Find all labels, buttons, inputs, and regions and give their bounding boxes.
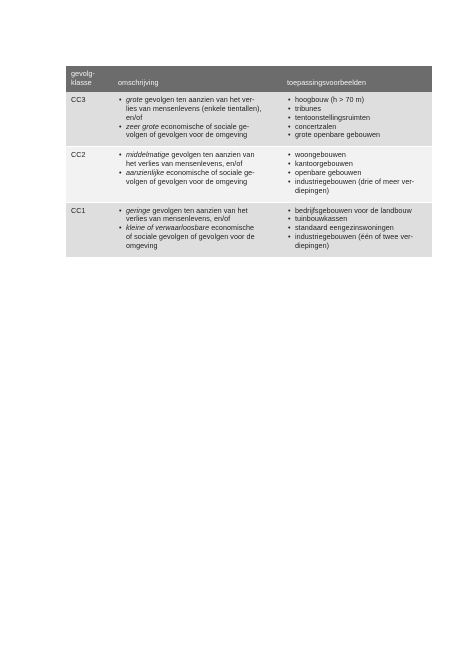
list-item: • tribunes [288, 103, 321, 113]
list-item: • grote openbare gebouwen [288, 130, 381, 140]
item-text: gevolgen ten aanzien van [169, 150, 255, 160]
item-text: standaard eengezinswoningen [295, 223, 394, 233]
item-text: woongebouwen [295, 150, 346, 160]
klasse-cc2: CC2 [71, 150, 86, 160]
list-item: • tentoonstellingsruimten [288, 112, 371, 122]
emphasis-text: geringe [126, 205, 151, 215]
item-text: omgeving [126, 241, 158, 251]
item-text: tuinbouwkassen [295, 214, 348, 224]
voorbeelden-cc1 [283, 207, 432, 251]
list-item: • industriegebouwen (één of twee ver- diepingen) [288, 232, 414, 251]
list-item: • middelmatige gevolgen ten aanzien van het verlies van mensenlevens, en/of [119, 150, 255, 169]
header-gevolgklasse [66, 70, 114, 92]
gevolgklasse-table [66, 66, 432, 257]
table-row-cc1 [66, 203, 432, 257]
omschrijving-cc1 [114, 207, 283, 251]
list-item: • bedrijfsgebouwen voor de landbouw [288, 205, 412, 215]
item-text: diepingen) [295, 241, 330, 251]
item-text: openbare gebouwen [295, 168, 362, 178]
header-gevolgklasse-line-1: gevolg- [71, 69, 95, 79]
klasse-cc1: CC1 [71, 205, 86, 215]
header-toepassingsvoorbeelden: toepassingsvoorbeelden [287, 78, 367, 88]
item-text: tribunes [295, 103, 321, 113]
item-text: lies van mensenlevens (enkele tientallen), [126, 103, 262, 113]
list-item: • concertzalen [288, 121, 337, 131]
list-item: • hoogbouw (h > 70 m) [288, 95, 365, 104]
table-row-cc2 [66, 147, 432, 201]
item-text: grote openbare gebouwen [295, 130, 381, 140]
item-text: economische [209, 223, 255, 233]
item-text: economische of sociale ge- [164, 168, 255, 178]
item-text: industriegebouwen (één of twee ver- [295, 232, 414, 242]
list-item: • kantoorgebouwen [288, 159, 353, 169]
item-text: gevolgen ten aanzien van het ver- [142, 95, 255, 104]
klasse-cc3: CC3 [71, 95, 86, 104]
emphasis-text: zeer grote [126, 121, 159, 131]
omschrijving-cc3 [114, 96, 283, 140]
list-item: • tuinbouwkassen [288, 214, 348, 224]
emphasis-text: aanzienlijke [126, 168, 165, 178]
list-item: • geringe gevolgen ten aanzien van het verlies van mensenlevens, en/of [119, 205, 248, 224]
emphasis-text: grote [126, 95, 143, 104]
item-text: volgen of gevolgen voor de omgeving [126, 130, 248, 140]
header-omschrijving: omschrijving [118, 78, 159, 88]
item-text: verlies van mensenlevens, en/of [126, 214, 231, 224]
item-text: hoogbouw (h > 70 m) [295, 95, 365, 104]
voorbeelden-cc2 [283, 151, 432, 195]
list-item: • grote gevolgen ten aanzien van het ver- lies van mensenlevens (enkele tientallen), en/of [119, 95, 262, 122]
item-text: kantoorgebouwen [295, 159, 353, 169]
item-text: industriegebouwen (drie of meer ver- [295, 176, 415, 186]
item-text: of sociale gevolgen of gevolgen voor de [126, 232, 255, 242]
item-text: en/of [126, 112, 143, 122]
item-text: economische of sociale ge- [158, 121, 250, 131]
list-item: • standaard eengezinswoningen [288, 223, 394, 233]
item-text: gevolgen ten aanzien van het [150, 205, 248, 215]
item-text: concertzalen [295, 121, 337, 131]
emphasis-text: middelmatige [126, 150, 170, 160]
list-item: • kleine of verwaarloosbare economische of sociale gevolgen of gevolgen voor de omgeving [119, 223, 255, 251]
list-item: • aanzienlijke economische of sociale ge- volgen of gevolgen voor de omgeving [119, 168, 255, 186]
table-header-row [66, 66, 432, 92]
table-row-cc3 [66, 92, 432, 146]
voorbeelden-cc3 [283, 96, 432, 140]
item-text: tentoonstellingsruimten [295, 112, 371, 122]
item-text: bedrijfsgebouwen voor de landbouw [295, 205, 412, 215]
list-item: • openbare gebouwen [288, 168, 362, 178]
header-gevolgklasse-line-2: klasse [71, 78, 92, 88]
omschrijving-cc2 [114, 151, 283, 195]
item-text: volgen of gevolgen voor de omgeving [126, 176, 248, 186]
item-text: het verlies van mensenlevens, en/of [126, 159, 243, 169]
list-item: • woongebouwen [288, 150, 346, 160]
item-text: diepingen) [295, 185, 330, 195]
emphasis-text: kleine of verwaarloosbare [126, 223, 210, 233]
list-item: • industriegebouwen (drie of meer ver- diepingen) [288, 176, 415, 195]
list-item: • zeer grote economische of sociale ge- volgen of gevolgen voor de omgeving [119, 121, 250, 140]
